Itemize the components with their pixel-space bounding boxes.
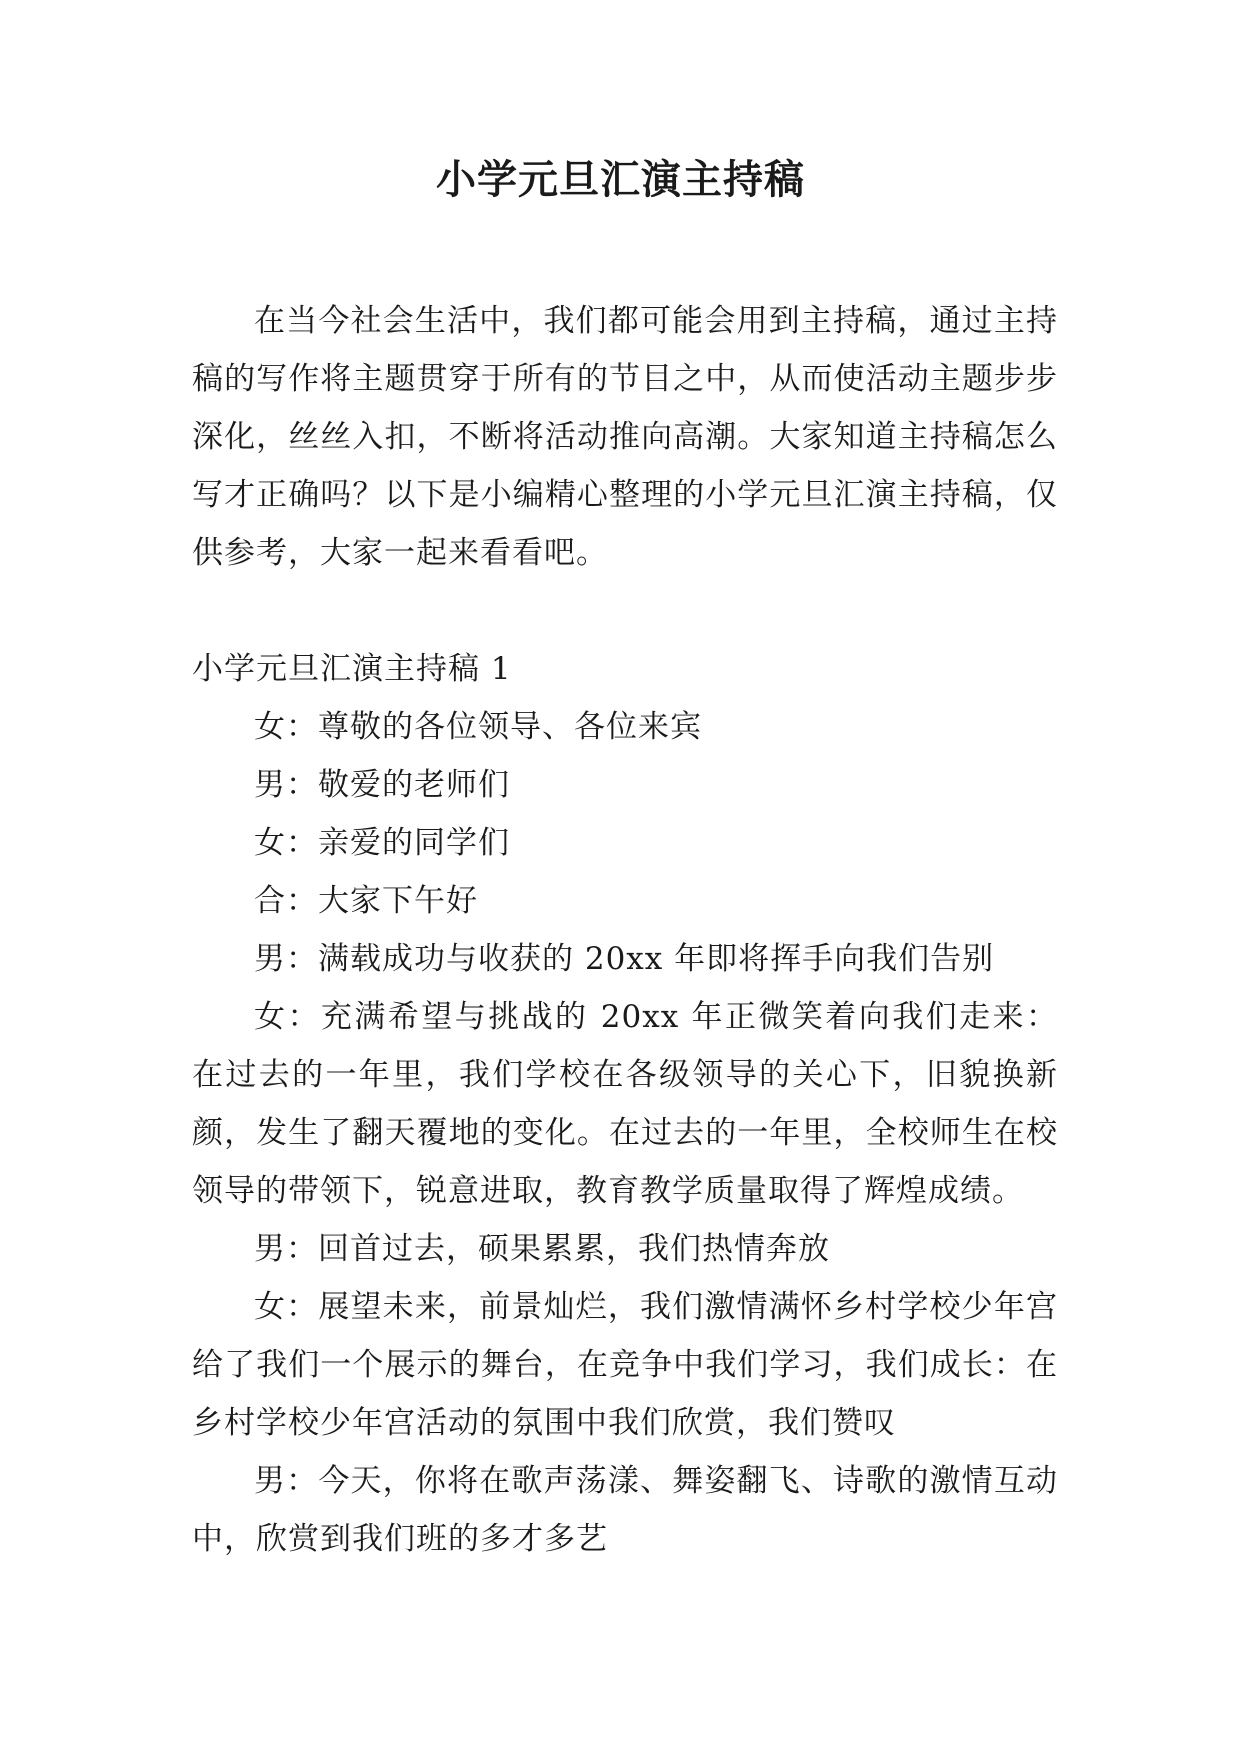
dialogue-line: 男：今天，你将在歌声荡漾、舞姿翻飞、诗歌的激情互动中，欣赏到我们班的多才多艺 xyxy=(192,1463,1058,1557)
dialogue-line: 女：充满希望与挑战的 20xx 年正微笑着向我们走来：在过去的一年里，我们学校在各级领导的关心下，旧貌换新颜，发生了翻天覆地的变化。在过去的一年里，全校师生在校领导的带领下，锐意进取，教育教学质量取得了辉煌成绩。 xyxy=(192,999,1058,1209)
dialogue-line: 女：尊敬的各位领导、各位来宾 xyxy=(254,709,702,745)
document-body xyxy=(192,292,1058,1568)
dialogue-line: 男：满载成功与收获的 20xx 年即将挥手向我们告别 xyxy=(254,941,995,977)
dialogue-line: 合：大家下午好 xyxy=(254,883,478,919)
dialogue-line: 男：敬爱的老师们 xyxy=(254,767,510,803)
dialogue-line: 男：回首过去，硕果累累，我们热情奔放 xyxy=(254,1231,830,1267)
dialogue-line: 女：亲爱的同学们 xyxy=(254,825,510,861)
document-title: 小学元旦汇演主持稿 xyxy=(436,156,805,203)
intro-paragraph: 在当今社会生活中，我们都可能会用到主持稿，通过主持稿的写作将主题贯穿于所有的节目之中，从而使活动主题步步深化，丝丝入扣，不断将活动推向高潮。大家知道主持稿怎么写才正确吗？以下是小编精心整理的小学元旦汇演主持稿，仅供参考，大家一起来看看吧。 xyxy=(192,303,1058,571)
section-heading: 小学元旦汇演主持稿 1 xyxy=(192,651,512,687)
dialogue-line: 女：展望未来，前景灿烂，我们激情满怀乡村学校少年宫给了我们一个展示的舞台，在竞争中我们学习，我们成长：在乡村学校少年宫活动的氛围中我们欣赏，我们赞叹 xyxy=(192,1289,1058,1441)
